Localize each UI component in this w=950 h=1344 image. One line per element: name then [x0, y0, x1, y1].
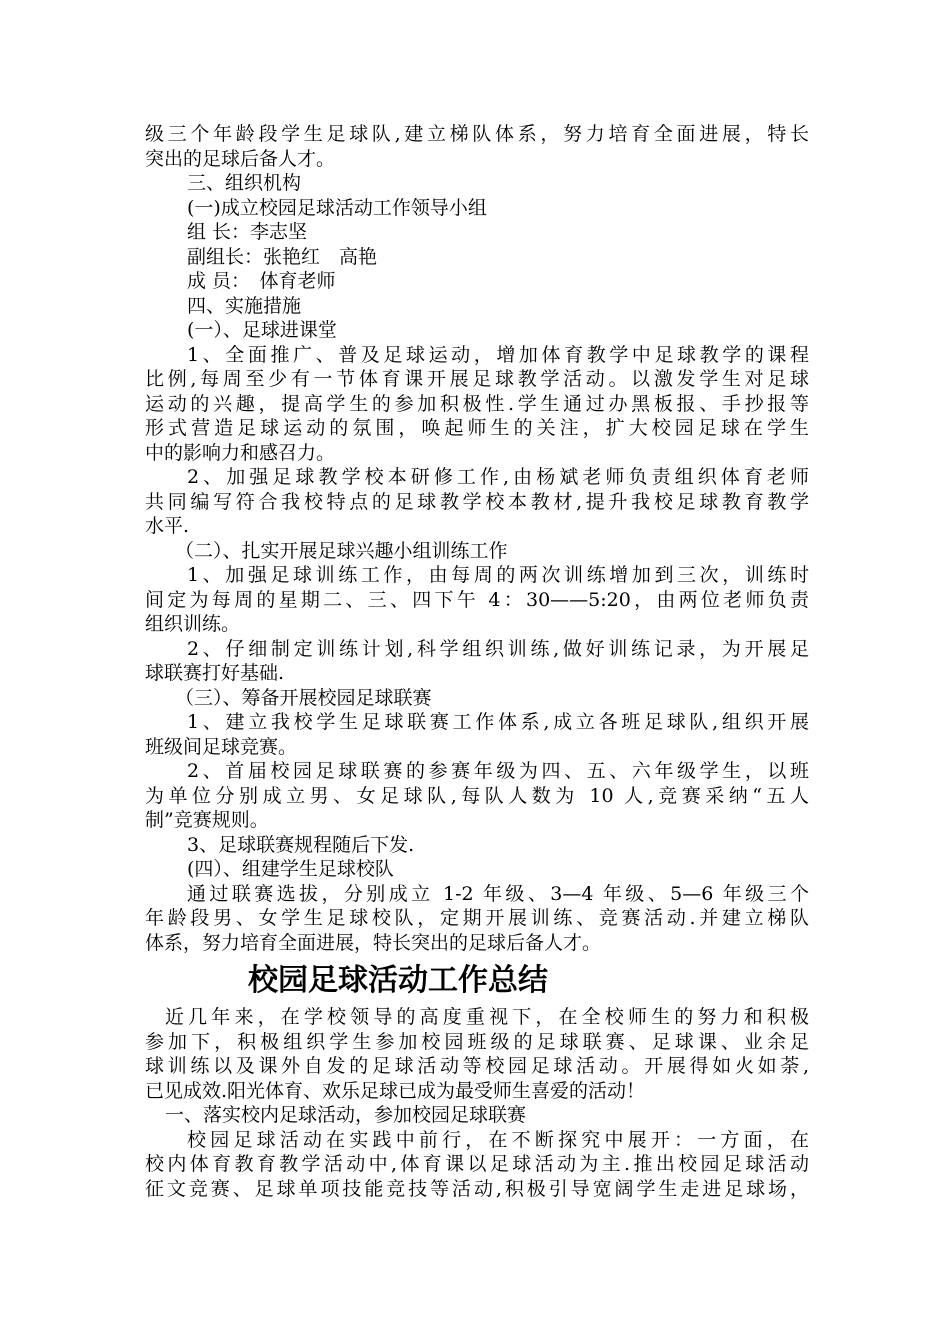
- section-heading: 三、组织机构: [187, 172, 302, 194]
- paragraph-line: 球训练以及课外自发的足球活动等校园足球活动。开展得如火如荼,: [145, 1055, 809, 1077]
- members-line: 成 员： 体育老师: [187, 270, 336, 292]
- paragraph-line: 为单位分别成立男、女足球队,每队人数为 10 人,竞赛采纳“五人: [145, 784, 809, 807]
- paragraph-line: 间定为每周的星期二、三、四下午 4：30——5:20，由两位老师负责: [145, 588, 809, 611]
- paragraph-line: 参加下，积极组织学生参加校园班级的足球联赛、足球课、业余足: [145, 1030, 809, 1053]
- section-heading: 四、实施措施: [187, 294, 302, 317]
- paragraph-line: 2、首届校园足球联赛的参赛年级为四、五、六年级学生，以班: [187, 760, 809, 782]
- paragraph-line: 3、足球联赛规程随后下发.: [187, 833, 415, 856]
- paragraph-line: 中的影响力和感召力。: [145, 441, 336, 464]
- paragraph-line: 近几年来，在学校领导的高度重视下，在全校师生的努力和积极: [165, 1006, 809, 1028]
- paragraph-line: 已见成效.阳光体育、欢乐足球已成为最受师生喜爱的活动！: [145, 1079, 646, 1102]
- deputy-leader-line: 副组长：张艳红 高艳: [187, 245, 378, 268]
- section-heading: 一、落实校内足球活动，参加校园足球联赛: [165, 1104, 527, 1126]
- paragraph-line: 班级间足球竞赛。: [145, 735, 298, 758]
- paragraph-line: 组织训练。: [145, 613, 241, 635]
- paragraph-line: 突出的足球后备人才。: [145, 147, 336, 170]
- paragraph-line: 1、加强足球训练工作，由每周的两次训练增加到三次，训练时: [187, 564, 809, 586]
- paragraph-line: 1、建立我校学生足球联赛工作体系,成立各班足球队,组织开展: [187, 711, 809, 733]
- paragraph-line: 1、全面推广、普及足球运动，增加体育教学中足球教学的课程: [187, 343, 809, 366]
- paragraph-line: 征文竞赛、足球单项技能竞技等活动,积极引导宽阔学生走进足球场，: [145, 1177, 809, 1200]
- paragraph-line: 通过联赛选拔，分别成立 1-2 年级、3—4 年级、5—6 年级三个: [187, 882, 809, 905]
- paragraph-line: 球联赛打好基础.: [145, 662, 285, 684]
- paragraph-line: 2、仔细制定训练计划,科学组织训练,做好训练记录，为开展足: [187, 637, 809, 660]
- subsection-heading: （三）、筹备开展校园足球联赛: [175, 686, 432, 709]
- subsection-heading: （二）、扎实开展足球兴趣小组训练工作: [175, 539, 508, 562]
- paragraph-line: 水平.: [145, 515, 190, 537]
- paragraph-line: 体系，努力培育全面进展，特长突出的足球后备人才。: [145, 931, 602, 954]
- paragraph-line: 形式营造足球运动的氛围，唤起师生的关注，扩大校园足球在学生: [145, 417, 809, 439]
- subsection-heading: (一）、足球进课堂: [187, 319, 337, 341]
- paragraph-line: 校内体育教育教学活动中,体育课以足球活动为主.推出校园足球活动: [145, 1153, 809, 1175]
- paragraph-line: 级三个年龄段学生足球队,建立梯队体系，努力培育全面进展，特长: [145, 123, 809, 145]
- paragraph-line: 年龄段男、女学生足球校队，定期开展训练、竞赛活动.并建立梯队: [145, 907, 809, 929]
- paragraph-line: 共同编写符合我校特点的足球教学校本教材,提升我校足球教育教学: [145, 490, 809, 513]
- leader-line: 组 长：李志坚: [187, 221, 308, 243]
- paragraph-line: 比例,每周至少有一节体育课开展足球教学活动。以激发学生对足球: [145, 368, 809, 390]
- document-body: [145, 122, 809, 1201]
- document-title: 校园足球活动工作总结: [248, 963, 548, 998]
- paragraph-line: 运动的兴趣，提高学生的参加积极性.学生通过办黑板报、手抄报等: [145, 392, 809, 415]
- paragraph-line: 制”竞赛规则。: [145, 809, 269, 831]
- subsection-heading: (一)成立校园足球活动工作领导小组: [187, 196, 487, 219]
- subsection-heading: (四）、组建学生足球校队: [187, 858, 394, 880]
- paragraph-line: 2、加强足球教学校本研修工作,由杨斌老师负责组织体育老师: [187, 466, 809, 488]
- paragraph-line: 校园足球活动在实践中前行，在不断探究中展开：一方面，在: [187, 1128, 809, 1151]
